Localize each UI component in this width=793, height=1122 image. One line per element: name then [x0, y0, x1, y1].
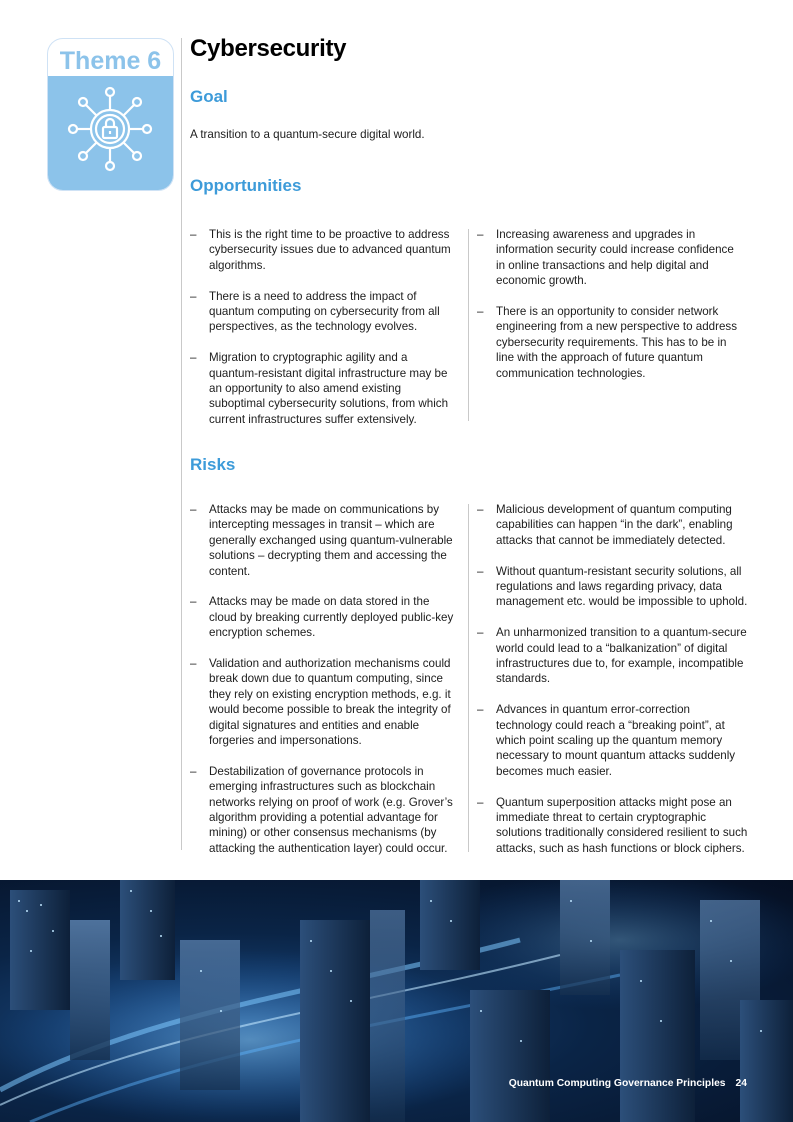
list-item: – This is the right time to be proactive to address cybersecurity issues due to advanced quantum algorithms. — [190, 227, 454, 273]
list-item: – Advances in quantum error-correction technology could reach a “breaking point”, at which point scaling up the quantum memory necessary to mount quantum attacks suddenly becomes much easier. — [477, 702, 749, 779]
list-item: – Increasing awareness and upgrades in information security could increase confidence in online transactions and help digital and economic growth. — [477, 227, 745, 289]
risks-heading: Risks — [190, 455, 236, 474]
list-item: – There is a need to address the impact of quantum computing on cybersecurity from all perspectives, as the technology evolves. — [190, 289, 454, 335]
page-title: Cybersecurity — [190, 35, 347, 62]
opportunities-left-list — [190, 227, 454, 443]
list-item: – Attacks may be made on communications by intercepting messages in transit – which are generally exchanged using quantum-vulnerable solutions – decrypting them and accessing the content. — [190, 502, 460, 579]
list-item: – Validation and authorization mechanisms could break down due to quantum computing, since they rely on existing encryption methods, e.g. it would become possible to break the integrity of digital signatures and entities and enable forgeries and impersonations. — [190, 656, 460, 748]
goal-heading: Goal — [190, 87, 228, 106]
list-item: – Without quantum-resistant security solutions, all regulations and laws regarding privacy, data management etc. would be impossible to uphold. — [477, 564, 749, 610]
publication-title: Quantum Computing Governance Principles — [508, 1078, 726, 1089]
goal-text: A transition to a quantum-secure digital world. — [190, 128, 425, 141]
opportunities-column-separator — [468, 229, 469, 421]
list-item: – Quantum superposition attacks might pose an immediate threat to certain cryptographic solutions traditionally considered resilient to such attacks, such as hash functions or block ciphers. — [477, 795, 749, 857]
list-item: – Migration to cryptographic agility and a quantum-resistant digital infrastructure may be an opportunity to also amend existing suboptimal cybersecurity solutions, from which current infrastructures suffer extensively. — [190, 350, 454, 427]
theme-icon-panel — [48, 76, 173, 190]
opportunities-right-list — [477, 227, 745, 396]
list-item: – Destabilization of governance protocols in emerging infrastructures such as blockchain networks relying on proof of work (e.g. Grover’s algorithm providing a potential advantage for mining) or other consensus mechanisms (by attacking the authentication layer) could occur. — [190, 764, 460, 856]
risks-column-separator — [468, 504, 469, 852]
list-item: – An unharmonized transition to a quantum-secure world could lead to a “balkanization” of digital infrastructures due to, for example, incompatible standards. — [477, 625, 749, 687]
page-vertical-rule — [181, 38, 182, 850]
theme-label: Theme 6 — [59, 47, 162, 75]
page-number: 24 — [735, 1078, 747, 1089]
risks-right-list — [477, 502, 749, 872]
theme-card — [47, 38, 174, 191]
lock-network-icon — [67, 86, 153, 172]
page-footer — [509, 1078, 747, 1089]
list-item: – Attacks may be made on data stored in the cloud by breaking currently deployed public-key encryption schemes. — [190, 594, 460, 640]
hero-city-image — [0, 880, 793, 1122]
opportunities-heading: Opportunities — [190, 176, 302, 195]
list-item: – There is an opportunity to consider network engineering from a new perspective to address cybersecurity requirements. This has to be in line with the approach of future quantum communication technologies. — [477, 304, 745, 381]
list-item: – Malicious development of quantum computing capabilities can happen “in the dark”, enabling attacks that cannot be immediately detected. — [477, 502, 749, 548]
risks-left-list — [190, 502, 460, 872]
